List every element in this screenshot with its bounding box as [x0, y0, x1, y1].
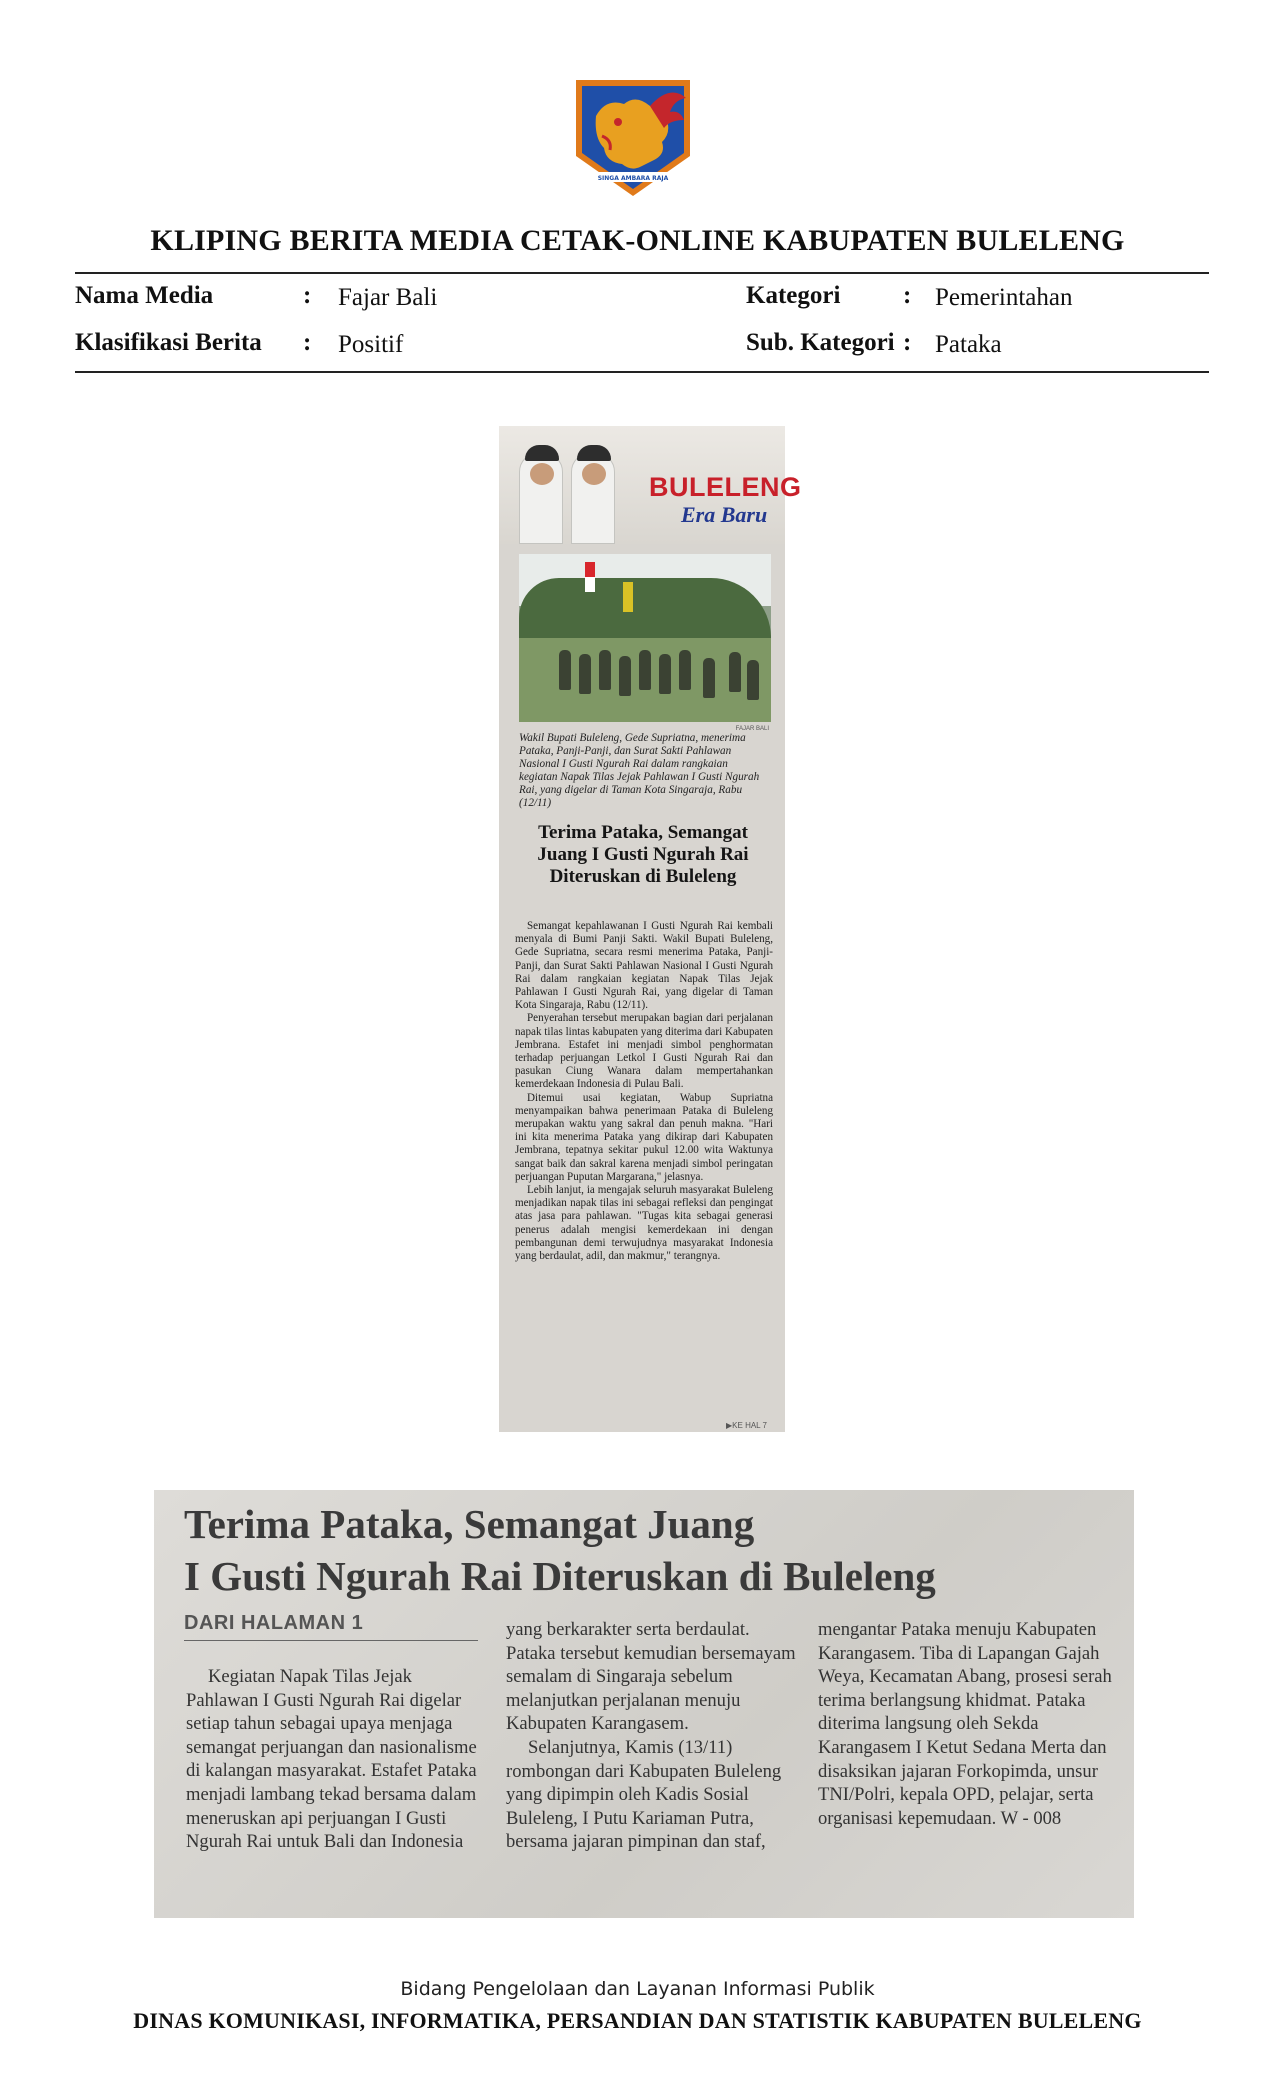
- official-portrait-2: [571, 452, 615, 544]
- masthead-subtitle: Era Baru: [681, 502, 768, 527]
- article-paragraph: mengantar Pataka menuju Kabupaten Karangasem. Tiba di Lapangan Gajah Weya, Kecamatan Abang, prosesi serah terima berlangsung khidmat. Pataka diterima langsung oleh Sekda Karangasem I Ketut Sedana Merta dan disaksikan jajaran Forkopimda, unsur TNI/Polri, kepala OPD, pelajar, serta organisasi kepemudaan. W - 008: [818, 1619, 1112, 1829]
- news-photo: [519, 554, 771, 722]
- article-paragraph: Penyerahan tersebut merupakan bagian dari perjalanan napak tilas lintas kabupaten yang diterima dari Kabupaten Jembrana. Estafet ini menjadi simbol penghormatan terhadap perjuangan Letkol I Gusti Ngurah Rai dan pasukan Ciung Wanara dalam mempertahankan kemerdekaan Indonesia di Pulau Bali.: [515, 1012, 773, 1091]
- subkategori-label: Sub. Kategori: [746, 329, 895, 356]
- article-headline: Terima Pataka, Semangat Juang I Gusti Ngurah Rai Diteruskan di Buleleng: [537, 822, 749, 887]
- singa-ambara-raja-emblem-icon: [566, 76, 700, 200]
- article-paragraph: Ditemui usai kegiatan, Wabup Supriatna menyampaikan bahwa penerimaan Pataka di Buleleng merupakan waktu yang sakral dan penuh makna. "Hari ini kita menerima Pataka yang dikirap dari Kabupaten Jembrana, tepatnya sekitar pukul 12.00 wita Waktunya sangat baik dan sakral karena menjadi simbol peringatan perjuangan Puputan Margarana," jelasnya.: [515, 1091, 773, 1183]
- kategori-colon: :: [903, 282, 912, 309]
- continuation-column-2: [506, 1618, 796, 1854]
- subkategori-colon: :: [903, 329, 912, 356]
- kategori-label: Kategori: [746, 282, 841, 309]
- photo-credit: FAJAR BALI: [735, 726, 769, 732]
- continued-from-label: DARI HALAMAN 1: [184, 1612, 364, 1634]
- article-paragraph: Lebih lanjut, ia mengajak seluruh masyarakat Buleleng menjadikan napak tilas ini sebagai refleksi dan pengingat atas jasa para pahlawan. "Tugas kita sebagai generasi penerus adalah mengisi kemerdekaan ini dengan pembangunan demi terwujudnya masyarakat Indonesia yang berdaulat, adil, dan makmur," terangnya.: [515, 1184, 773, 1263]
- continued-divider: [184, 1640, 478, 1641]
- continuation-headline-line1: Terima Pataka, Semangat Juang: [184, 1501, 755, 1547]
- continuation-headline-line2: I Gusti Ngurah Rai Diteruskan di Buleleng: [184, 1553, 936, 1599]
- masthead-brand: BULELENG: [649, 472, 802, 502]
- article-paragraph: yang berkarakter serta berdaulat. Pataka tersebut kemudian bersemayam semalam di Singaraja sebelum melanjutkan perjalanan menuju Kabupaten Karangasem.: [506, 1619, 796, 1735]
- masthead: [499, 426, 802, 544]
- footer-agency: DINAS KOMUNIKASI, INFORMATIKA, PERSANDIAN DAN STATISTIK KABUPATEN BULELENG: [133, 2008, 1142, 2033]
- continuation-headline: [184, 1498, 1124, 1602]
- subkategori-value: Pataka: [935, 331, 1002, 358]
- article-paragraph: Kegiatan Napak Tilas Jejak Pahlawan I Gusti Ngurah Rai digelar setiap tahun sebagai upaya menjaga semangat perjuangan dan nasionalisme di kalangan masyarakat. Estafet Pataka menjadi lambang tekad bersama dalam meneruskan api perjuangan I Gusti Ngurah Rai untuk Bali dan Indonesia: [186, 1666, 477, 1853]
- footer-department: Bidang Pengelolaan dan Layanan Informasi Publik: [400, 1978, 875, 2000]
- newspaper-clipping-continuation: [154, 1490, 1134, 1918]
- title-divider: [75, 272, 1209, 274]
- klasifikasi-label: Klasifikasi Berita: [75, 329, 262, 356]
- newspaper-clipping-page1: [499, 426, 802, 1432]
- article-paragraph: Selanjutnya, Kamis (13/11) rombongan dari Kabupaten Buleleng yang dipimpin oleh Kadis Sosial Buleleng, I Putu Kariaman Putra, bersama jajaran pimpinan dan staf,: [506, 1736, 782, 1853]
- klasifikasi-value: Positif: [338, 331, 404, 358]
- media-colon: :: [303, 282, 312, 309]
- page-title: KLIPING BERITA MEDIA CETAK-ONLINE KABUPATEN BULELENG: [150, 224, 1125, 257]
- logo-motto: SINGA AMBARA RAJA: [597, 175, 669, 182]
- article-body: [515, 920, 773, 1263]
- klasifikasi-colon: :: [303, 329, 312, 356]
- media-value: Fajar Bali: [338, 284, 438, 311]
- official-portrait-1: [519, 452, 563, 544]
- article-paragraph: Semangat kepahlawanan I Gusti Ngurah Rai kembali menyala di Bumi Panji Sakti. Wakil Bupati Buleleng, Gede Supriatna, secara resmi menerima Pataka, Panji-Panji, dan Surat Sakti Pahlawan Nasional I Gusti Ngurah Rai dalam rangkaian kegiatan Napak Tilas Jejak Pahlawan I Gusti Ngurah Rai, yang digelar di Taman Kota Singaraja, Rabu (12/11).: [515, 920, 773, 1012]
- continued-on-page-marker: ▶KE HAL 7: [726, 1421, 767, 1430]
- meta-divider: [75, 371, 1209, 373]
- photo-caption: Wakil Bupati Buleleng, Gede Supriatna, menerima Pataka, Panji-Panji, dan Surat Sakti Pahlawan Nasional I Gusti Ngurah Rai dalam rangkaian kegiatan Napak Tilas Jejak Pahlawan I Gusti Ngurah Rai, yang digelar di Taman Kota Singaraja, Rabu (12/11): [519, 732, 760, 809]
- kategori-value: Pemerintahan: [935, 284, 1073, 311]
- continuation-column-3: [818, 1618, 1114, 1830]
- media-label: Nama Media: [75, 282, 214, 309]
- continuation-column-1: [186, 1665, 482, 1854]
